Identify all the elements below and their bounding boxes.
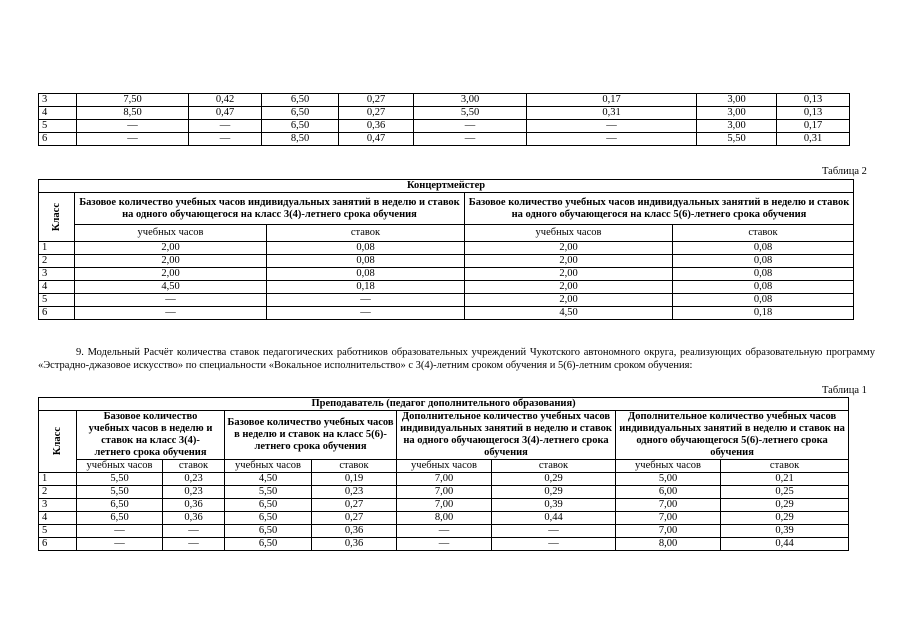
table2 xyxy=(38,179,854,320)
value-cell: 4,50 xyxy=(225,473,312,486)
table-row xyxy=(39,307,854,320)
value-cell: — xyxy=(77,538,163,551)
top-table xyxy=(38,93,850,146)
table-row xyxy=(39,499,849,512)
section-paragraph: 9. Модельный Расчёт количества ставок педагогических работников образовательных учреждений Чукотского автономного округа, реализующих образовательную программу «Эстрадно-джазовое искусство» по специальности «Вокальное исполнительство» с 3(4)-летним сроком обучения и 5(6)-летним сроком обучения: xyxy=(38,347,875,371)
value-cell: — xyxy=(267,307,465,320)
value-cell: 0,19 xyxy=(312,473,397,486)
value-cell: 5,50 xyxy=(697,133,777,146)
value-cell: 7,00 xyxy=(616,499,721,512)
sub-rates: ставок xyxy=(163,460,225,473)
value-cell: 0,31 xyxy=(777,133,850,146)
class-number-cell: 1 xyxy=(39,473,77,486)
sub-hours: учебных часов xyxy=(616,460,721,473)
value-cell: — xyxy=(492,525,616,538)
value-cell: — xyxy=(77,133,189,146)
value-cell: 3,00 xyxy=(414,94,527,107)
klass-header: Класс xyxy=(39,411,77,473)
value-cell: 5,50 xyxy=(77,473,163,486)
value-cell: 0,36 xyxy=(312,538,397,551)
value-cell: 0,25 xyxy=(721,486,849,499)
value-cell: — xyxy=(163,525,225,538)
value-cell: 8,50 xyxy=(262,133,339,146)
value-cell: 0,27 xyxy=(312,512,397,525)
value-cell: — xyxy=(414,120,527,133)
value-cell: 3,00 xyxy=(697,120,777,133)
value-cell: 0,08 xyxy=(673,281,854,294)
table-row xyxy=(39,486,849,499)
sub-rates: ставок xyxy=(721,460,849,473)
value-cell: 0,36 xyxy=(339,120,414,133)
value-cell: 3,00 xyxy=(697,107,777,120)
table1-group-base-3-4: Базовое количество учебных часов в неделю и ставок на класс 3(4)-летнего срока обучения xyxy=(77,411,225,460)
value-cell: 5,50 xyxy=(77,486,163,499)
class-number-cell: 4 xyxy=(39,281,75,294)
value-cell: 5,00 xyxy=(616,473,721,486)
value-cell: 6,50 xyxy=(77,499,163,512)
table-row xyxy=(39,538,849,551)
sub-rates: ставок xyxy=(267,225,465,242)
value-cell: 0,18 xyxy=(267,281,465,294)
value-cell: 0,08 xyxy=(267,242,465,255)
value-cell: 6,50 xyxy=(77,512,163,525)
value-cell: 0,31 xyxy=(527,107,697,120)
class-number-cell: 4 xyxy=(39,512,77,525)
value-cell: 2,00 xyxy=(465,268,673,281)
value-cell: 0,08 xyxy=(673,255,854,268)
klass-header: Класс xyxy=(39,193,75,242)
sub-hours: учебных часов xyxy=(77,460,163,473)
class-number-cell: 4 xyxy=(39,107,77,120)
value-cell: — xyxy=(189,120,262,133)
value-cell: 8,00 xyxy=(397,512,492,525)
value-cell: 0,21 xyxy=(721,473,849,486)
value-cell: 2,00 xyxy=(465,255,673,268)
value-cell: 0,29 xyxy=(492,473,616,486)
table-row xyxy=(39,281,854,294)
table1-title: Преподаватель (педагог дополнительного образования) xyxy=(39,398,849,411)
value-cell: 0,08 xyxy=(673,268,854,281)
value-cell: 0,29 xyxy=(492,486,616,499)
class-number-cell: 6 xyxy=(39,133,77,146)
class-number-cell: 2 xyxy=(39,255,75,268)
value-cell: 0,08 xyxy=(267,268,465,281)
value-cell: 0,39 xyxy=(492,499,616,512)
value-cell: 0,47 xyxy=(189,107,262,120)
sub-hours: учебных часов xyxy=(225,460,312,473)
value-cell: 0,23 xyxy=(163,473,225,486)
value-cell: — xyxy=(75,307,267,320)
value-cell: 6,50 xyxy=(225,512,312,525)
class-number-cell: 6 xyxy=(39,538,77,551)
value-cell: 0,08 xyxy=(267,255,465,268)
sub-rates: ставок xyxy=(492,460,616,473)
value-cell: — xyxy=(75,294,267,307)
value-cell: 0,29 xyxy=(721,499,849,512)
value-cell: 4,50 xyxy=(75,281,267,294)
value-cell: 0,23 xyxy=(312,486,397,499)
table-row xyxy=(39,94,850,107)
table2-group-5-6: Базовое количество учебных часов индивидуальных занятий в неделю и ставок на одного обучающегося на класс 5(6)-летнего срока обучения xyxy=(465,193,854,225)
value-cell: 8,00 xyxy=(616,538,721,551)
value-cell: 0,18 xyxy=(673,307,854,320)
table-row xyxy=(39,268,854,281)
value-cell: 0,29 xyxy=(721,512,849,525)
value-cell: 0,36 xyxy=(163,499,225,512)
value-cell: 7,00 xyxy=(397,499,492,512)
value-cell: 2,00 xyxy=(75,242,267,255)
value-cell: 0,44 xyxy=(721,538,849,551)
value-cell: 2,00 xyxy=(75,268,267,281)
value-cell: 7,50 xyxy=(77,94,189,107)
class-number-cell: 3 xyxy=(39,268,75,281)
value-cell: 8,50 xyxy=(77,107,189,120)
value-cell: — xyxy=(492,538,616,551)
table-row xyxy=(39,512,849,525)
class-number-cell: 5 xyxy=(39,525,77,538)
value-cell: 0,13 xyxy=(777,94,850,107)
value-cell: 6,50 xyxy=(225,499,312,512)
value-cell: 0,47 xyxy=(339,133,414,146)
class-number-cell: 2 xyxy=(39,486,77,499)
table1-caption: Таблица 1 xyxy=(822,385,867,396)
table2-group-3-4: Базовое количество учебных часов индивидуальных занятий в неделю и ставок на одного обучающегося на класс 3(4)-летнего срока обучения xyxy=(75,193,465,225)
value-cell: 0,23 xyxy=(163,486,225,499)
value-cell: 0,27 xyxy=(339,107,414,120)
value-cell: — xyxy=(77,120,189,133)
table2-caption: Таблица 2 xyxy=(822,166,867,177)
table-row xyxy=(39,525,849,538)
value-cell: 6,50 xyxy=(262,94,339,107)
sub-rates: ставок xyxy=(673,225,854,242)
value-cell: 2,00 xyxy=(465,281,673,294)
value-cell: 0,39 xyxy=(721,525,849,538)
table1-group-extra-5-6: Дополнительное количество учебных часов индивидуальных занятий в неделю и ставок на одного обучающегося 5(6)-летнего срока обучения xyxy=(616,411,849,460)
value-cell: 0,08 xyxy=(673,294,854,307)
value-cell: 4,50 xyxy=(465,307,673,320)
value-cell: 0,13 xyxy=(777,107,850,120)
value-cell: 5,50 xyxy=(225,486,312,499)
value-cell: 0,42 xyxy=(189,94,262,107)
value-cell: 2,00 xyxy=(75,255,267,268)
class-number-cell: 5 xyxy=(39,120,77,133)
class-number-cell: 6 xyxy=(39,307,75,320)
value-cell: 3,00 xyxy=(697,94,777,107)
sub-hours: учебных часов xyxy=(397,460,492,473)
value-cell: — xyxy=(397,538,492,551)
value-cell: 2,00 xyxy=(465,242,673,255)
value-cell: 0,36 xyxy=(163,512,225,525)
value-cell: 5,50 xyxy=(414,107,527,120)
value-cell: 6,50 xyxy=(262,120,339,133)
value-cell: — xyxy=(527,120,697,133)
table2-title: Концертмейстер xyxy=(39,180,854,193)
value-cell: — xyxy=(163,538,225,551)
value-cell: 2,00 xyxy=(465,294,673,307)
value-cell: 7,00 xyxy=(616,512,721,525)
value-cell: — xyxy=(414,133,527,146)
value-cell: 7,00 xyxy=(397,473,492,486)
table1-group-base-5-6: Базовое количество учебных часов в неделю и ставок на класс 5(6)-летнего срока обучения xyxy=(225,411,397,460)
sub-rates: ставок xyxy=(312,460,397,473)
class-number-cell: 3 xyxy=(39,499,77,512)
value-cell: 0,36 xyxy=(312,525,397,538)
value-cell: 0,17 xyxy=(527,94,697,107)
value-cell: — xyxy=(397,525,492,538)
table-row xyxy=(39,107,850,120)
table-row xyxy=(39,133,850,146)
value-cell: 0,08 xyxy=(673,242,854,255)
value-cell: 6,50 xyxy=(225,525,312,538)
value-cell: — xyxy=(267,294,465,307)
table-row xyxy=(39,473,849,486)
value-cell: 0,27 xyxy=(339,94,414,107)
value-cell: 7,00 xyxy=(397,486,492,499)
class-number-cell: 3 xyxy=(39,94,77,107)
table1-group-extra-3-4: Дополнительное количество учебных часов индивидуальных занятий в неделю и ставок на одного обучающегося 3(4)-летнего срока обучения xyxy=(397,411,616,460)
value-cell: — xyxy=(77,525,163,538)
table-row xyxy=(39,255,854,268)
class-number-cell: 1 xyxy=(39,242,75,255)
value-cell: — xyxy=(189,133,262,146)
value-cell: 6,50 xyxy=(262,107,339,120)
value-cell: — xyxy=(527,133,697,146)
table-row xyxy=(39,242,854,255)
table-row xyxy=(39,120,850,133)
sub-hours: учебных часов xyxy=(465,225,673,242)
value-cell: 0,27 xyxy=(312,499,397,512)
value-cell: 6,50 xyxy=(225,538,312,551)
sub-hours: учебных часов xyxy=(75,225,267,242)
value-cell: 0,44 xyxy=(492,512,616,525)
value-cell: 7,00 xyxy=(616,525,721,538)
class-number-cell: 5 xyxy=(39,294,75,307)
table1 xyxy=(38,397,849,551)
value-cell: 6,00 xyxy=(616,486,721,499)
value-cell: 0,17 xyxy=(777,120,850,133)
table-row xyxy=(39,294,854,307)
